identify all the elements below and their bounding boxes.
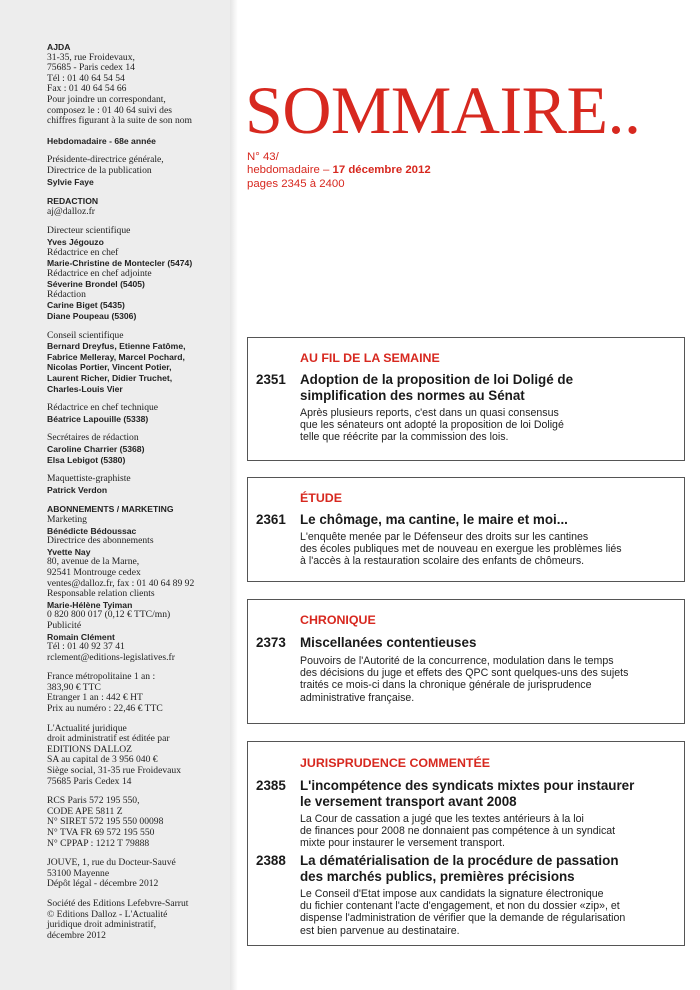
masthead-line: SA au capital de 3 956 040 € <box>47 754 158 766</box>
masthead-line: Carine Biget (5435) <box>47 300 125 311</box>
masthead-line: L'Actualité juridique <box>47 722 127 734</box>
masthead-line: Fax : 01 40 64 54 66 <box>47 83 127 95</box>
section-title: AU FIL DE LA SEMAINE <box>300 351 440 365</box>
issue-date-line <box>247 164 431 177</box>
masthead-line: Responsable relation clients <box>47 588 155 600</box>
masthead-line: Marie-Hélène Tyiman <box>47 599 133 610</box>
issue-frequency: hebdomadaire – <box>247 164 330 177</box>
masthead-line: 31-35, rue Froidevaux, <box>47 51 135 63</box>
masthead-line: Marketing <box>47 513 87 525</box>
masthead-line: REDACTION <box>47 196 99 207</box>
article-title[interactable]: Miscellanées contentieuses <box>300 635 477 650</box>
masthead-line: Publicité <box>47 619 82 631</box>
masthead-spacer <box>47 127 229 136</box>
masthead-line: Diane Poupeau (5306) <box>47 311 137 322</box>
masthead-line: Présidente-directrice générale, <box>47 154 164 166</box>
masthead-line: RCS Paris 572 195 550, <box>47 795 140 807</box>
masthead-line: Elsa Lebigot (5380) <box>47 454 126 465</box>
masthead-line: AJDA <box>47 42 71 52</box>
masthead-line: Patrick Verdon <box>47 484 108 495</box>
masthead-line: Charles-Louis Vier <box>47 383 123 394</box>
masthead-line: © Editions Dalloz - L'Actualité <box>47 908 168 920</box>
masthead-text <box>47 42 229 941</box>
masthead-line: Directrice de la publication <box>47 164 152 176</box>
masthead-line: Fabrice Melleray, Marcel Pochard, <box>47 351 185 362</box>
masthead-line: Bernard Dreyfus, Etienne Fatôme, <box>47 341 186 352</box>
masthead-line: Siège social, 31-35 rue Froidevaux <box>47 765 182 777</box>
masthead-line: Rédactrice en chef technique <box>47 402 159 414</box>
page-title: SOMMAIRE.. <box>245 72 641 148</box>
masthead-line: Romain Clément <box>47 631 115 642</box>
masthead-line: Rédactrice en chef <box>47 246 119 258</box>
masthead-line: Tél : 01 40 64 54 54 <box>47 72 125 84</box>
masthead-line: Laurent Richer, Didier Truchet, <box>47 373 173 384</box>
article-summary: Pouvoirs de l'Autorité de la concurrence, modulation dans le temps des décisions du juge et effets des QPC sont quelques-uns des sujets traités ce mois-ci dans la chronique générale de jurisprudence administrative française. <box>300 655 629 704</box>
article-page-number[interactable]: 2361 <box>256 512 286 527</box>
masthead-line: Béatrice Lapouille (5338) <box>47 413 149 424</box>
issue-info <box>247 151 431 191</box>
masthead-line: aj@dalloz.fr <box>47 205 95 217</box>
issue-date: 17 décembre 2012 <box>332 164 431 177</box>
masthead-line: Yvette Nay <box>47 546 91 557</box>
masthead-line: Bénédicte Bédoussac <box>47 525 137 536</box>
masthead-line: 80, avenue de la Marne, <box>47 556 140 568</box>
masthead-line: CODE APE 5811 Z <box>47 805 123 817</box>
masthead-line: 92541 Montrouge cedex <box>47 566 141 578</box>
section-box-etude <box>247 477 685 582</box>
article-summary: L'enquête menée par le Défenseur des droits sur les cantines des écoles publiques met de nouveau en exergue les problèmes liés à l'accès à la restauration scolaire des enfants de chômeurs. <box>300 531 622 568</box>
article-title[interactable]: L'incompétence des syndicats mixtes pour instaurer le versement transport avant 2008 <box>300 778 635 809</box>
masthead-line: ABONNEMENTS / MARKETING <box>47 504 174 515</box>
section-title: CHRONIQUE <box>300 613 376 627</box>
masthead-spacer <box>47 495 229 504</box>
masthead-line: N° CPPAP : 1212 T 79888 <box>47 837 150 849</box>
issue-number: N° 43/ <box>247 151 279 163</box>
masthead-line: Secrétaires de rédaction <box>47 432 139 444</box>
section-box-au-fil <box>247 337 685 461</box>
masthead-line: JOUVE, 1, rue du Docteur-Sauvé <box>47 857 176 869</box>
masthead-line: Yves Jégouzo <box>47 236 104 247</box>
masthead-line: Conseil scientifique <box>47 329 124 341</box>
section-box-chronique <box>247 599 685 724</box>
masthead-line: Nicolas Portier, Vincent Potier, <box>47 362 172 373</box>
masthead-line: N° TVA FR 69 572 195 550 <box>47 827 155 838</box>
article-page-number[interactable]: 2388 <box>256 853 286 868</box>
masthead-line: Caroline Charrier (5368) <box>47 444 145 454</box>
masthead-line: 53100 Mayenne <box>47 867 110 879</box>
masthead-line: droit administratif est éditée par <box>47 733 170 745</box>
article-title[interactable]: La dématérialisation de la procédure de passation des marchés publics, premières précisions <box>300 853 619 884</box>
masthead-line: EDITIONS DALLOZ <box>47 743 132 755</box>
masthead-line: composez le : 01 40 64 suivi des <box>47 104 172 116</box>
article-summary: Le Conseil d'Etat impose aux candidats la signature électronique du fichier contenant l'acte d'engagement, et non du dossier «zip», et dispense l'administration de vérifier que la demande de régularisation est bien parvenue au destinataire. <box>300 888 626 937</box>
masthead-line: Directrice des abonnements <box>47 535 154 547</box>
masthead-line: 75685 Paris Cedex 14 <box>47 775 132 787</box>
article-title[interactable]: Le chômage, ma cantine, le maire et moi... <box>300 512 568 527</box>
masthead-line: ventes@dalloz.fr, fax : 01 40 64 89 92 <box>47 577 195 589</box>
masthead-line: Dépôt légal - décembre 2012 <box>47 878 159 890</box>
masthead-line: Hebdomadaire - 68e année <box>47 135 156 146</box>
masthead-line: Marie-Christine de Montecler (5474) <box>47 258 193 269</box>
sidebar-shadow <box>230 0 238 990</box>
masthead-line: Séverine Brondel (5405) <box>47 279 145 290</box>
masthead-line: Maquettiste-graphiste <box>47 473 131 485</box>
masthead-line: N° SIRET 572 195 550 00098 <box>47 816 164 828</box>
masthead-line: Tél : 01 40 92 37 41 <box>47 641 125 653</box>
article-title[interactable]: Adoption de la proposition de loi Doligé de simplification des normes au Sénat <box>300 372 574 403</box>
masthead-line: décembre 2012 <box>47 929 106 941</box>
masthead-line: France métropolitaine 1 an : <box>47 671 156 683</box>
article-page-number[interactable]: 2351 <box>256 372 286 387</box>
masthead-line: Rédaction <box>47 288 86 300</box>
masthead-line: Rédactrice en chef adjointe <box>47 267 152 279</box>
masthead-line: Etranger 1 an : 442 € HT <box>47 692 143 704</box>
article-summary: Après plusieurs reports, c'est dans un quasi consensus que les sénateurs ont adopté la proposition de loi Doligé telle que réécrite par la commission des lois. <box>300 407 564 444</box>
masthead-line: 75685 - Paris cedex 14 <box>47 62 135 74</box>
article-page-number[interactable]: 2373 <box>256 635 286 650</box>
section-title: JURISPRUDENCE COMMENTÉE <box>300 756 491 770</box>
masthead-line: rclement@editions-legislatives.fr <box>47 651 175 663</box>
masthead-line: 0 820 800 017 (0,12 € TTC/mn) <box>47 609 171 621</box>
section-box-jurisprudence <box>247 741 685 946</box>
article-page-number[interactable]: 2385 <box>256 778 286 793</box>
masthead-line: juridique droit administratif, <box>47 919 156 931</box>
section-title: ÉTUDE <box>300 491 342 505</box>
article-summary: La Cour de cassation a jugé que les textes antérieurs à la loi de finances pour 2008 ne donnaient pas compétence à un syndicat mixte pour instaurer le versement transport. <box>300 813 616 850</box>
masthead-spacer <box>47 187 229 196</box>
masthead-line: chiffres figurant à la suite de son nom <box>47 115 193 127</box>
masthead-line: Pour joindre un correspondant, <box>47 93 166 105</box>
masthead-line: Directeur scientifique <box>47 225 131 237</box>
masthead-line: Société des Editions Lefebvre-Sarrut <box>47 897 189 909</box>
masthead-line: 383,90 € TTC <box>47 681 101 693</box>
masthead-line: Sylvie Faye <box>47 176 94 187</box>
issue-pages: pages 2345 à 2400 <box>247 177 345 190</box>
masthead-line: Prix au numéro : 22,46 € TTC <box>47 703 163 715</box>
